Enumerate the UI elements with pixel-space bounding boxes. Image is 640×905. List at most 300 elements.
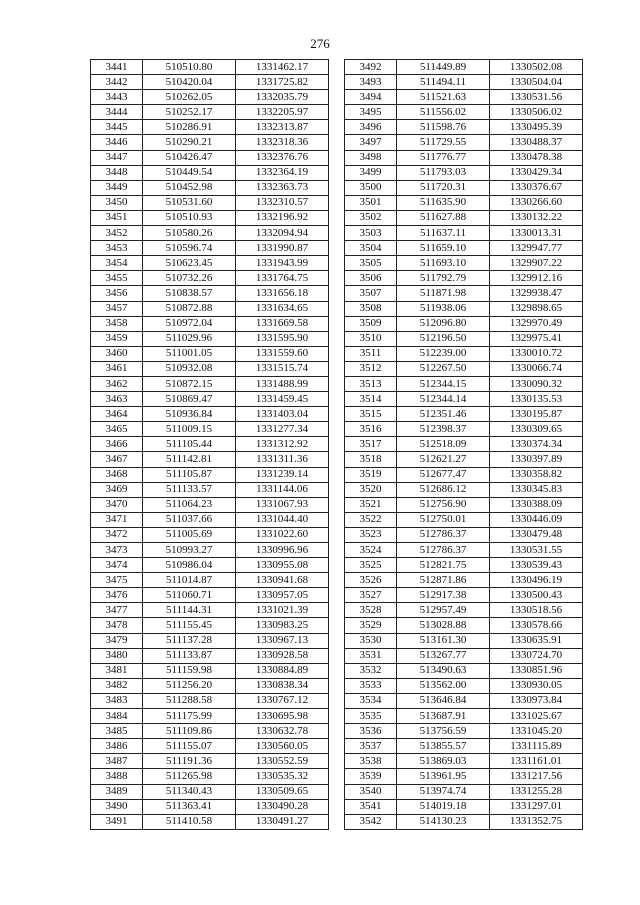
y-coordinate-cell: 1329907.22 bbox=[490, 256, 583, 271]
x-coordinate-cell: 511060.71 bbox=[143, 588, 236, 603]
point-number-cell: 3475 bbox=[91, 573, 143, 588]
point-number-cell: 3473 bbox=[91, 543, 143, 558]
y-coordinate-cell: 1331255.28 bbox=[490, 784, 583, 799]
y-coordinate-cell: 1330838.34 bbox=[236, 678, 329, 693]
y-coordinate-cell: 1330884.89 bbox=[236, 663, 329, 678]
x-coordinate-cell: 511792.79 bbox=[397, 271, 490, 286]
y-coordinate-cell: 1331144.06 bbox=[236, 482, 329, 497]
table-row bbox=[91, 527, 329, 542]
table-row bbox=[345, 799, 583, 814]
x-coordinate-cell: 511159.98 bbox=[143, 663, 236, 678]
x-coordinate-cell: 513646.84 bbox=[397, 693, 490, 708]
table-row bbox=[345, 633, 583, 648]
x-coordinate-cell: 513562.00 bbox=[397, 678, 490, 693]
table-row bbox=[345, 618, 583, 633]
point-number-cell: 3445 bbox=[91, 120, 143, 135]
y-coordinate-cell: 1331990.87 bbox=[236, 241, 329, 256]
x-coordinate-cell: 511175.99 bbox=[143, 709, 236, 724]
x-coordinate-cell: 513687.91 bbox=[397, 709, 490, 724]
x-coordinate-cell: 512917.38 bbox=[397, 588, 490, 603]
table-row bbox=[345, 120, 583, 135]
table-row bbox=[345, 663, 583, 678]
point-number-cell: 3492 bbox=[345, 60, 397, 75]
x-coordinate-cell: 511029.96 bbox=[143, 331, 236, 346]
table-row bbox=[345, 678, 583, 693]
table-row bbox=[91, 256, 329, 271]
y-coordinate-cell: 1330983.25 bbox=[236, 618, 329, 633]
point-number-cell: 3449 bbox=[91, 180, 143, 195]
x-coordinate-cell: 513267.77 bbox=[397, 648, 490, 663]
y-coordinate-cell: 1330397.89 bbox=[490, 452, 583, 467]
point-number-cell: 3443 bbox=[91, 90, 143, 105]
x-coordinate-cell: 513756.59 bbox=[397, 724, 490, 739]
table-row bbox=[91, 361, 329, 376]
y-coordinate-cell: 1330496.19 bbox=[490, 573, 583, 588]
x-coordinate-cell: 510286.91 bbox=[143, 120, 236, 135]
point-number-cell: 3476 bbox=[91, 588, 143, 603]
table-row bbox=[91, 286, 329, 301]
point-number-cell: 3536 bbox=[345, 724, 397, 739]
point-number-cell: 3495 bbox=[345, 105, 397, 120]
point-number-cell: 3452 bbox=[91, 226, 143, 241]
x-coordinate-cell: 510986.04 bbox=[143, 558, 236, 573]
y-coordinate-cell: 1331115.89 bbox=[490, 739, 583, 754]
table-row bbox=[91, 754, 329, 769]
x-coordinate-cell: 512786.37 bbox=[397, 527, 490, 542]
point-number-cell: 3470 bbox=[91, 497, 143, 512]
point-number-cell: 3540 bbox=[345, 784, 397, 799]
x-coordinate-cell: 510623.45 bbox=[143, 256, 236, 271]
point-number-cell: 3481 bbox=[91, 663, 143, 678]
y-coordinate-cell: 1331021.39 bbox=[236, 603, 329, 618]
point-number-cell: 3530 bbox=[345, 633, 397, 648]
table-row bbox=[91, 709, 329, 724]
table-row bbox=[91, 678, 329, 693]
point-number-cell: 3483 bbox=[91, 693, 143, 708]
point-number-cell: 3541 bbox=[345, 799, 397, 814]
point-number-cell: 3501 bbox=[345, 195, 397, 210]
y-coordinate-cell: 1331764.75 bbox=[236, 271, 329, 286]
coordinates-table-left bbox=[90, 59, 329, 830]
table-row bbox=[345, 527, 583, 542]
x-coordinate-cell: 511133.57 bbox=[143, 482, 236, 497]
y-coordinate-cell: 1329975.41 bbox=[490, 331, 583, 346]
y-coordinate-cell: 1330996.96 bbox=[236, 543, 329, 558]
point-number-cell: 3507 bbox=[345, 286, 397, 301]
x-coordinate-cell: 511776.77 bbox=[397, 150, 490, 165]
y-coordinate-cell: 1330578.66 bbox=[490, 618, 583, 633]
x-coordinate-cell: 512398.37 bbox=[397, 422, 490, 437]
table-row bbox=[345, 543, 583, 558]
x-coordinate-cell: 513028.88 bbox=[397, 618, 490, 633]
y-coordinate-cell: 1332313.87 bbox=[236, 120, 329, 135]
x-coordinate-cell: 510252.17 bbox=[143, 105, 236, 120]
point-number-cell: 3462 bbox=[91, 376, 143, 391]
point-number-cell: 3516 bbox=[345, 422, 397, 437]
table-row bbox=[91, 301, 329, 316]
x-coordinate-cell: 511064.23 bbox=[143, 497, 236, 512]
x-coordinate-cell: 510872.15 bbox=[143, 376, 236, 391]
y-coordinate-cell: 1330973.84 bbox=[490, 693, 583, 708]
y-coordinate-cell: 1330535.32 bbox=[236, 769, 329, 784]
x-coordinate-cell: 511720.31 bbox=[397, 180, 490, 195]
y-coordinate-cell: 1330957.05 bbox=[236, 588, 329, 603]
y-coordinate-cell: 1331217.56 bbox=[490, 769, 583, 784]
x-coordinate-cell: 511598.76 bbox=[397, 120, 490, 135]
point-number-cell: 3457 bbox=[91, 301, 143, 316]
table-row bbox=[345, 210, 583, 225]
table-row bbox=[91, 226, 329, 241]
table-row bbox=[91, 180, 329, 195]
point-number-cell: 3508 bbox=[345, 301, 397, 316]
point-number-cell: 3479 bbox=[91, 633, 143, 648]
table-row bbox=[345, 709, 583, 724]
y-coordinate-cell: 1331312.92 bbox=[236, 437, 329, 452]
table-row bbox=[91, 648, 329, 663]
y-coordinate-cell: 1332196.92 bbox=[236, 210, 329, 225]
table-row bbox=[91, 663, 329, 678]
point-number-cell: 3456 bbox=[91, 286, 143, 301]
y-coordinate-cell: 1331161.01 bbox=[490, 754, 583, 769]
x-coordinate-cell: 510838.57 bbox=[143, 286, 236, 301]
x-coordinate-cell: 510290.21 bbox=[143, 135, 236, 150]
point-number-cell: 3517 bbox=[345, 437, 397, 452]
y-coordinate-cell: 1330531.56 bbox=[490, 90, 583, 105]
point-number-cell: 3539 bbox=[345, 769, 397, 784]
y-coordinate-cell: 1332035.79 bbox=[236, 90, 329, 105]
y-coordinate-cell: 1332205.97 bbox=[236, 105, 329, 120]
table-row bbox=[91, 150, 329, 165]
table-row bbox=[91, 346, 329, 361]
x-coordinate-cell: 512621.27 bbox=[397, 452, 490, 467]
table-row bbox=[345, 739, 583, 754]
table-row bbox=[91, 724, 329, 739]
point-number-cell: 3538 bbox=[345, 754, 397, 769]
x-coordinate-cell: 511005.69 bbox=[143, 527, 236, 542]
x-coordinate-cell: 512518.09 bbox=[397, 437, 490, 452]
y-coordinate-cell: 1330388.09 bbox=[490, 497, 583, 512]
x-coordinate-cell: 510452.98 bbox=[143, 180, 236, 195]
point-number-cell: 3520 bbox=[345, 482, 397, 497]
table-row bbox=[345, 316, 583, 331]
x-coordinate-cell: 510936.84 bbox=[143, 407, 236, 422]
y-coordinate-cell: 1329938.47 bbox=[490, 286, 583, 301]
table-row bbox=[345, 180, 583, 195]
x-coordinate-cell: 510510.93 bbox=[143, 210, 236, 225]
y-coordinate-cell: 1331488.99 bbox=[236, 376, 329, 391]
y-coordinate-cell: 1331403.04 bbox=[236, 407, 329, 422]
y-coordinate-cell: 1330500.43 bbox=[490, 588, 583, 603]
x-coordinate-cell: 511142.81 bbox=[143, 452, 236, 467]
table-row bbox=[345, 226, 583, 241]
x-coordinate-cell: 513490.63 bbox=[397, 663, 490, 678]
table-row bbox=[91, 241, 329, 256]
x-coordinate-cell: 511410.58 bbox=[143, 814, 236, 829]
table-row bbox=[345, 75, 583, 90]
table-row bbox=[345, 769, 583, 784]
table-row bbox=[91, 376, 329, 391]
table-row bbox=[345, 452, 583, 467]
point-number-cell: 3534 bbox=[345, 693, 397, 708]
table-row bbox=[91, 422, 329, 437]
point-number-cell: 3525 bbox=[345, 558, 397, 573]
table-row bbox=[91, 573, 329, 588]
y-coordinate-cell: 1331067.93 bbox=[236, 497, 329, 512]
point-number-cell: 3465 bbox=[91, 422, 143, 437]
y-coordinate-cell: 1331656.18 bbox=[236, 286, 329, 301]
table-row bbox=[345, 482, 583, 497]
point-number-cell: 3491 bbox=[91, 814, 143, 829]
y-coordinate-cell: 1331311.36 bbox=[236, 452, 329, 467]
table-row bbox=[345, 784, 583, 799]
x-coordinate-cell: 510993.27 bbox=[143, 543, 236, 558]
y-coordinate-cell: 1330495.39 bbox=[490, 120, 583, 135]
table-row bbox=[91, 135, 329, 150]
y-coordinate-cell: 1330509.65 bbox=[236, 784, 329, 799]
x-coordinate-cell: 511144.31 bbox=[143, 603, 236, 618]
y-coordinate-cell: 1331239.14 bbox=[236, 467, 329, 482]
point-number-cell: 3486 bbox=[91, 739, 143, 754]
y-coordinate-cell: 1329898.65 bbox=[490, 301, 583, 316]
y-coordinate-cell: 1331352.75 bbox=[490, 814, 583, 829]
table-row bbox=[91, 210, 329, 225]
table-row bbox=[345, 724, 583, 739]
point-number-cell: 3511 bbox=[345, 346, 397, 361]
point-number-cell: 3529 bbox=[345, 618, 397, 633]
point-number-cell: 3467 bbox=[91, 452, 143, 467]
table-row bbox=[345, 135, 583, 150]
y-coordinate-cell: 1330502.08 bbox=[490, 60, 583, 75]
y-coordinate-cell: 1331022.60 bbox=[236, 527, 329, 542]
point-number-cell: 3450 bbox=[91, 195, 143, 210]
x-coordinate-cell: 514130.23 bbox=[397, 814, 490, 829]
point-number-cell: 3498 bbox=[345, 150, 397, 165]
y-coordinate-cell: 1331559.60 bbox=[236, 346, 329, 361]
y-coordinate-cell: 1330506.02 bbox=[490, 105, 583, 120]
table-row bbox=[345, 286, 583, 301]
y-coordinate-cell: 1331943.99 bbox=[236, 256, 329, 271]
table-row bbox=[345, 90, 583, 105]
y-coordinate-cell: 1330930.05 bbox=[490, 678, 583, 693]
table-row bbox=[345, 407, 583, 422]
point-number-cell: 3522 bbox=[345, 512, 397, 527]
y-coordinate-cell: 1331045.20 bbox=[490, 724, 583, 739]
y-coordinate-cell: 1331462.17 bbox=[236, 60, 329, 75]
table-row bbox=[91, 392, 329, 407]
table-row bbox=[91, 543, 329, 558]
y-coordinate-cell: 1330309.65 bbox=[490, 422, 583, 437]
point-number-cell: 3448 bbox=[91, 165, 143, 180]
point-number-cell: 3442 bbox=[91, 75, 143, 90]
table-row bbox=[91, 90, 329, 105]
table-row bbox=[345, 437, 583, 452]
table-row bbox=[345, 150, 583, 165]
point-number-cell: 3447 bbox=[91, 150, 143, 165]
x-coordinate-cell: 511001.05 bbox=[143, 346, 236, 361]
x-coordinate-cell: 511637.11 bbox=[397, 226, 490, 241]
x-coordinate-cell: 511521.63 bbox=[397, 90, 490, 105]
y-coordinate-cell: 1330552.59 bbox=[236, 754, 329, 769]
table-row bbox=[91, 799, 329, 814]
table-row bbox=[91, 618, 329, 633]
y-coordinate-cell: 1331515.74 bbox=[236, 361, 329, 376]
y-coordinate-cell: 1330767.12 bbox=[236, 693, 329, 708]
x-coordinate-cell: 514019.18 bbox=[397, 799, 490, 814]
x-coordinate-cell: 513869.03 bbox=[397, 754, 490, 769]
y-coordinate-cell: 1330632.78 bbox=[236, 724, 329, 739]
point-number-cell: 3504 bbox=[345, 241, 397, 256]
y-coordinate-cell: 1330090.32 bbox=[490, 376, 583, 391]
x-coordinate-cell: 510510.80 bbox=[143, 60, 236, 75]
y-coordinate-cell: 1330504.04 bbox=[490, 75, 583, 90]
table-row bbox=[345, 346, 583, 361]
point-number-cell: 3510 bbox=[345, 331, 397, 346]
point-number-cell: 3488 bbox=[91, 769, 143, 784]
x-coordinate-cell: 510420.04 bbox=[143, 75, 236, 90]
x-coordinate-cell: 511340.43 bbox=[143, 784, 236, 799]
point-number-cell: 3496 bbox=[345, 120, 397, 135]
x-coordinate-cell: 511635.90 bbox=[397, 195, 490, 210]
point-number-cell: 3513 bbox=[345, 376, 397, 391]
point-number-cell: 3458 bbox=[91, 316, 143, 331]
x-coordinate-cell: 511265.98 bbox=[143, 769, 236, 784]
point-number-cell: 3524 bbox=[345, 543, 397, 558]
x-coordinate-cell: 512821.75 bbox=[397, 558, 490, 573]
table-row bbox=[345, 754, 583, 769]
y-coordinate-cell: 1330560.05 bbox=[236, 739, 329, 754]
table-row bbox=[345, 558, 583, 573]
table-row bbox=[345, 256, 583, 271]
x-coordinate-cell: 511037.66 bbox=[143, 512, 236, 527]
point-number-cell: 3469 bbox=[91, 482, 143, 497]
y-coordinate-cell: 1330941.68 bbox=[236, 573, 329, 588]
x-coordinate-cell: 512677.47 bbox=[397, 467, 490, 482]
y-coordinate-cell: 1330132.22 bbox=[490, 210, 583, 225]
point-number-cell: 3484 bbox=[91, 709, 143, 724]
y-coordinate-cell: 1330478.38 bbox=[490, 150, 583, 165]
x-coordinate-cell: 512239.00 bbox=[397, 346, 490, 361]
x-coordinate-cell: 511105.44 bbox=[143, 437, 236, 452]
x-coordinate-cell: 510596.74 bbox=[143, 241, 236, 256]
y-coordinate-cell: 1331277.34 bbox=[236, 422, 329, 437]
point-number-cell: 3466 bbox=[91, 437, 143, 452]
x-coordinate-cell: 511288.58 bbox=[143, 693, 236, 708]
table-row bbox=[91, 407, 329, 422]
table-row bbox=[345, 392, 583, 407]
x-coordinate-cell: 511793.03 bbox=[397, 165, 490, 180]
point-number-cell: 3531 bbox=[345, 648, 397, 663]
y-coordinate-cell: 1330490.28 bbox=[236, 799, 329, 814]
table-row bbox=[345, 422, 583, 437]
y-coordinate-cell: 1331025.67 bbox=[490, 709, 583, 724]
point-number-cell: 3459 bbox=[91, 331, 143, 346]
y-coordinate-cell: 1330358.82 bbox=[490, 467, 583, 482]
point-number-cell: 3489 bbox=[91, 784, 143, 799]
table-row bbox=[91, 588, 329, 603]
y-coordinate-cell: 1332318.36 bbox=[236, 135, 329, 150]
table-row bbox=[91, 558, 329, 573]
x-coordinate-cell: 510972.04 bbox=[143, 316, 236, 331]
y-coordinate-cell: 1332310.57 bbox=[236, 195, 329, 210]
x-coordinate-cell: 511137.28 bbox=[143, 633, 236, 648]
x-coordinate-cell: 510872.88 bbox=[143, 301, 236, 316]
x-coordinate-cell: 510580.26 bbox=[143, 226, 236, 241]
y-coordinate-cell: 1330446.09 bbox=[490, 512, 583, 527]
table-row bbox=[91, 693, 329, 708]
y-coordinate-cell: 1331634.65 bbox=[236, 301, 329, 316]
table-row bbox=[345, 165, 583, 180]
y-coordinate-cell: 1331595.90 bbox=[236, 331, 329, 346]
table-row bbox=[91, 482, 329, 497]
point-number-cell: 3526 bbox=[345, 573, 397, 588]
x-coordinate-cell: 511256.20 bbox=[143, 678, 236, 693]
table-row bbox=[345, 573, 583, 588]
y-coordinate-cell: 1330967.13 bbox=[236, 633, 329, 648]
x-coordinate-cell: 511556.02 bbox=[397, 105, 490, 120]
table-row bbox=[345, 60, 583, 75]
x-coordinate-cell: 511938.06 bbox=[397, 301, 490, 316]
y-coordinate-cell: 1330013.31 bbox=[490, 226, 583, 241]
table-row bbox=[345, 195, 583, 210]
x-coordinate-cell: 511449.89 bbox=[397, 60, 490, 75]
y-coordinate-cell: 1329970.49 bbox=[490, 316, 583, 331]
page-number: 276 bbox=[310, 36, 330, 51]
point-number-cell: 3441 bbox=[91, 60, 143, 75]
table-row bbox=[345, 497, 583, 512]
x-coordinate-cell: 512957.49 bbox=[397, 603, 490, 618]
x-coordinate-cell: 512750.01 bbox=[397, 512, 490, 527]
point-number-cell: 3454 bbox=[91, 256, 143, 271]
point-number-cell: 3512 bbox=[345, 361, 397, 376]
table-row bbox=[345, 105, 583, 120]
table-row bbox=[91, 603, 329, 618]
y-coordinate-cell: 1330491.27 bbox=[236, 814, 329, 829]
point-number-cell: 3463 bbox=[91, 392, 143, 407]
y-coordinate-cell: 1330539.43 bbox=[490, 558, 583, 573]
point-number-cell: 3502 bbox=[345, 210, 397, 225]
table-row bbox=[91, 437, 329, 452]
x-coordinate-cell: 511191.36 bbox=[143, 754, 236, 769]
table-body-left bbox=[91, 60, 329, 830]
point-number-cell: 3446 bbox=[91, 135, 143, 150]
x-coordinate-cell: 511659.10 bbox=[397, 241, 490, 256]
table-row bbox=[91, 75, 329, 90]
x-coordinate-cell: 510732.26 bbox=[143, 271, 236, 286]
x-coordinate-cell: 510426.47 bbox=[143, 150, 236, 165]
x-coordinate-cell: 512756.90 bbox=[397, 497, 490, 512]
y-coordinate-cell: 1330955.08 bbox=[236, 558, 329, 573]
x-coordinate-cell: 511109.86 bbox=[143, 724, 236, 739]
point-number-cell: 3493 bbox=[345, 75, 397, 90]
x-coordinate-cell: 511155.07 bbox=[143, 739, 236, 754]
x-coordinate-cell: 511494.11 bbox=[397, 75, 490, 90]
table-row bbox=[345, 588, 583, 603]
y-coordinate-cell: 1330695.98 bbox=[236, 709, 329, 724]
y-coordinate-cell: 1331669.58 bbox=[236, 316, 329, 331]
point-number-cell: 3455 bbox=[91, 271, 143, 286]
table-row bbox=[91, 452, 329, 467]
table-row bbox=[91, 784, 329, 799]
table-row bbox=[91, 497, 329, 512]
x-coordinate-cell: 513161.30 bbox=[397, 633, 490, 648]
y-coordinate-cell: 1330345.83 bbox=[490, 482, 583, 497]
y-coordinate-cell: 1330195.87 bbox=[490, 407, 583, 422]
table-row bbox=[91, 316, 329, 331]
y-coordinate-cell: 1330374.34 bbox=[490, 437, 583, 452]
table-row bbox=[91, 512, 329, 527]
y-coordinate-cell: 1330479.48 bbox=[490, 527, 583, 542]
x-coordinate-cell: 512344.15 bbox=[397, 376, 490, 391]
